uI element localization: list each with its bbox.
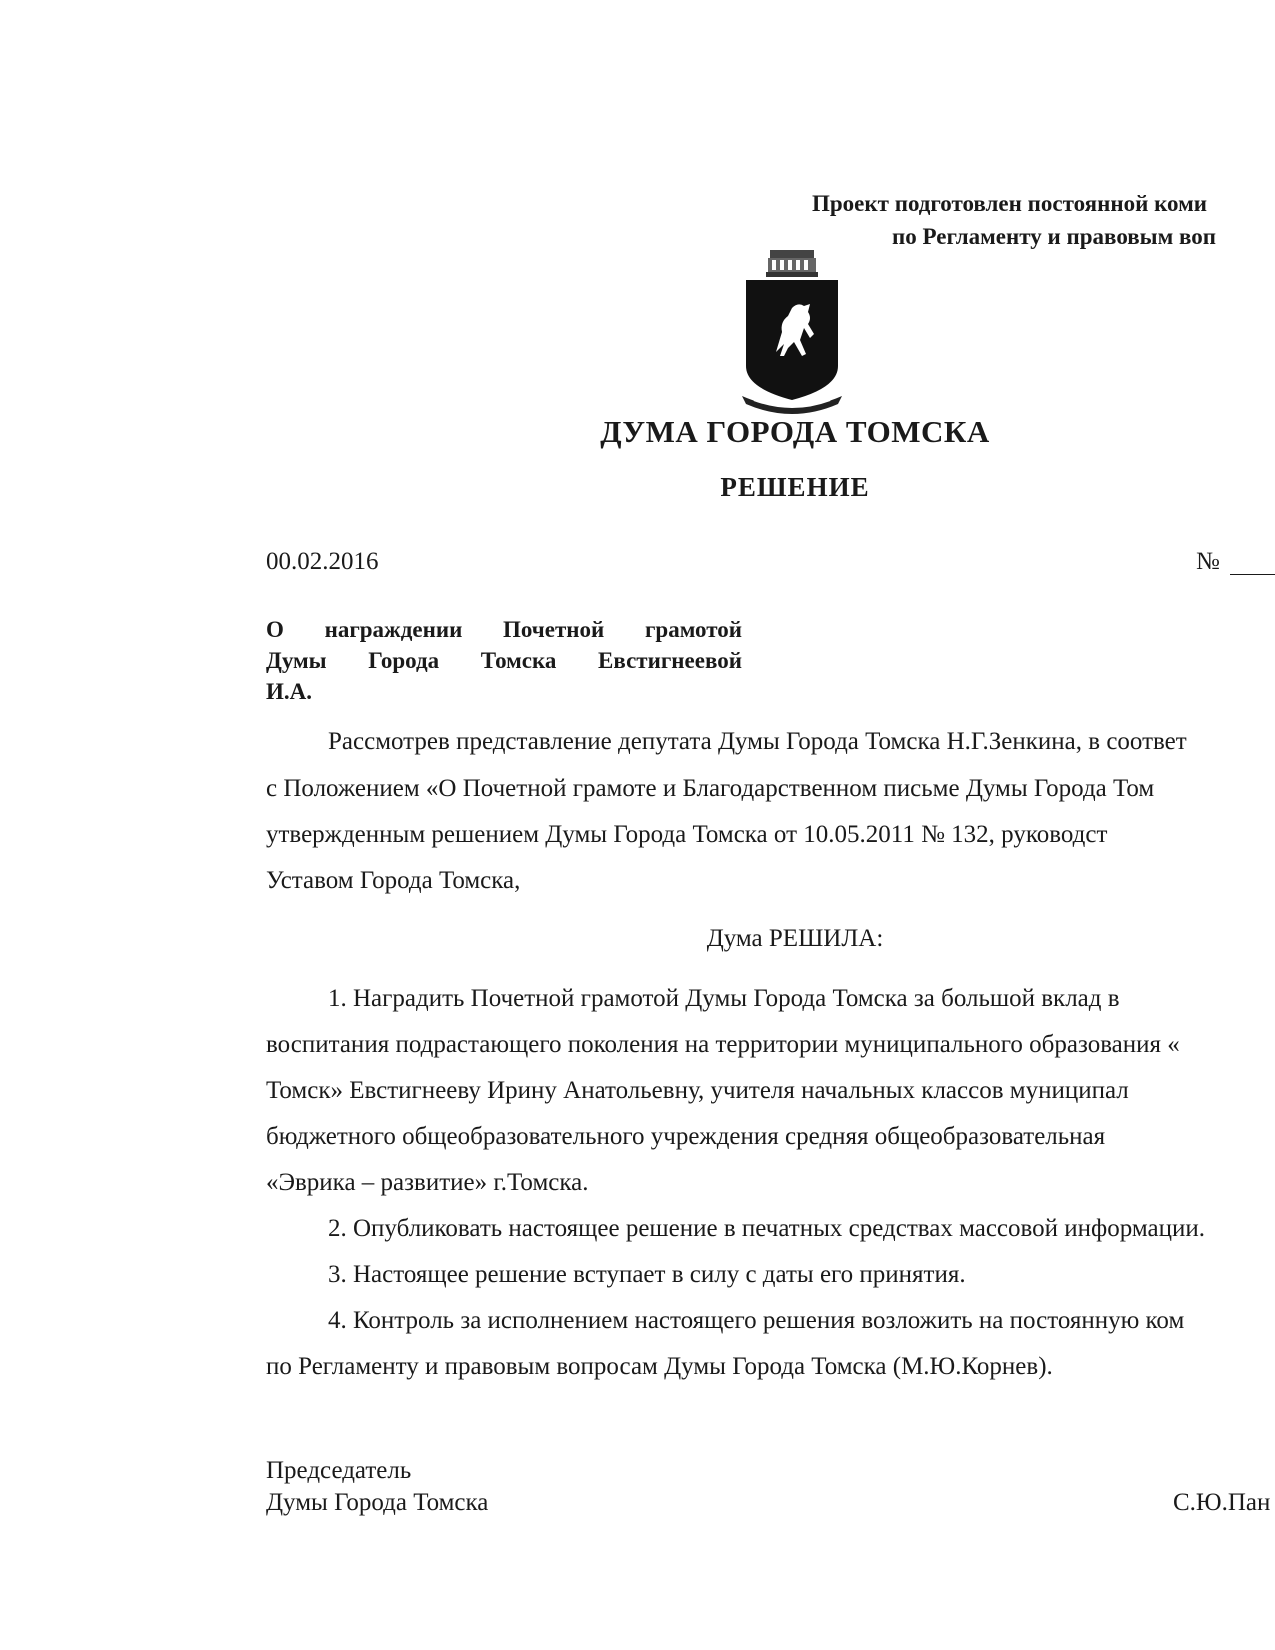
item1-line-3: Томск» Евстигнееву Ирину Анатольевну, учителя начальных классов муниципал xyxy=(266,1077,1129,1104)
preamble-line-3: утвержденным решением Думы Города Томска от 10.05.2011 № 132, руководст xyxy=(266,821,1108,848)
preamble-line-1: Рассмотрев представление депутата Думы Города Томска Н.Г.Зенкина, в соответ xyxy=(328,728,1187,755)
item2: 2. Опубликовать настоящее решение в печатных средствах массовой информации. xyxy=(328,1215,1205,1242)
header-note-line2: по Регламенту и правовым воп xyxy=(892,224,1217,249)
subject-line-1: О награждении Почетной грамотой xyxy=(266,617,742,642)
document-number-blank xyxy=(1230,574,1275,575)
preamble-line-2: с Положением «О Почетной грамоте и Благодарственном письме Думы Города Том xyxy=(266,775,1155,802)
item4-line-1: 4. Контроль за исполнением настоящего решения возложить на постоянную ком xyxy=(328,1307,1185,1334)
item4-line-2: по Регламенту и правовым вопросам Думы Города Томска (М.Ю.Корнев). xyxy=(266,1353,1053,1380)
subject-line-2: Думы Города Томска Евстигнеевой xyxy=(266,648,742,673)
item1-line-1: 1. Наградить Почетной грамотой Думы Города Томска за большой вклад в xyxy=(328,985,1120,1012)
item1-line-2: воспитания подрастающего поколения на территории муниципального образования « xyxy=(266,1031,1180,1058)
item3: 3. Настоящее решение вступает в силу с даты его принятия. xyxy=(328,1261,966,1288)
item1-line-4: бюджетного общеобразовательного учреждения средняя общеобразовательная xyxy=(266,1123,1106,1150)
subject-block xyxy=(266,614,742,707)
signature-title-line1: Председатель xyxy=(266,1457,412,1484)
tomsk-coat-of-arms-icon xyxy=(740,248,844,414)
signature-name: С.Ю.Пан xyxy=(1173,1489,1271,1516)
header-note-line1: Проект подготовлен постоянной коми xyxy=(812,191,1208,216)
signature-title-line2: Думы Города Томска xyxy=(266,1489,489,1516)
org-name: ДУМА ГОРОДА ТОМСКА xyxy=(600,414,990,449)
item1-line-5: «Эврика – развитие» г.Томска. xyxy=(266,1169,589,1196)
subject-line-3: И.А. xyxy=(266,679,312,704)
resolved-heading: Дума РЕШИЛА: xyxy=(706,925,884,952)
doc-type-title: РЕШЕНИЕ xyxy=(720,472,870,502)
preamble-line-4: Уставом Города Томска, xyxy=(266,867,521,894)
document-number-label: № xyxy=(1196,548,1220,575)
document-date: 00.02.2016 xyxy=(266,548,379,575)
